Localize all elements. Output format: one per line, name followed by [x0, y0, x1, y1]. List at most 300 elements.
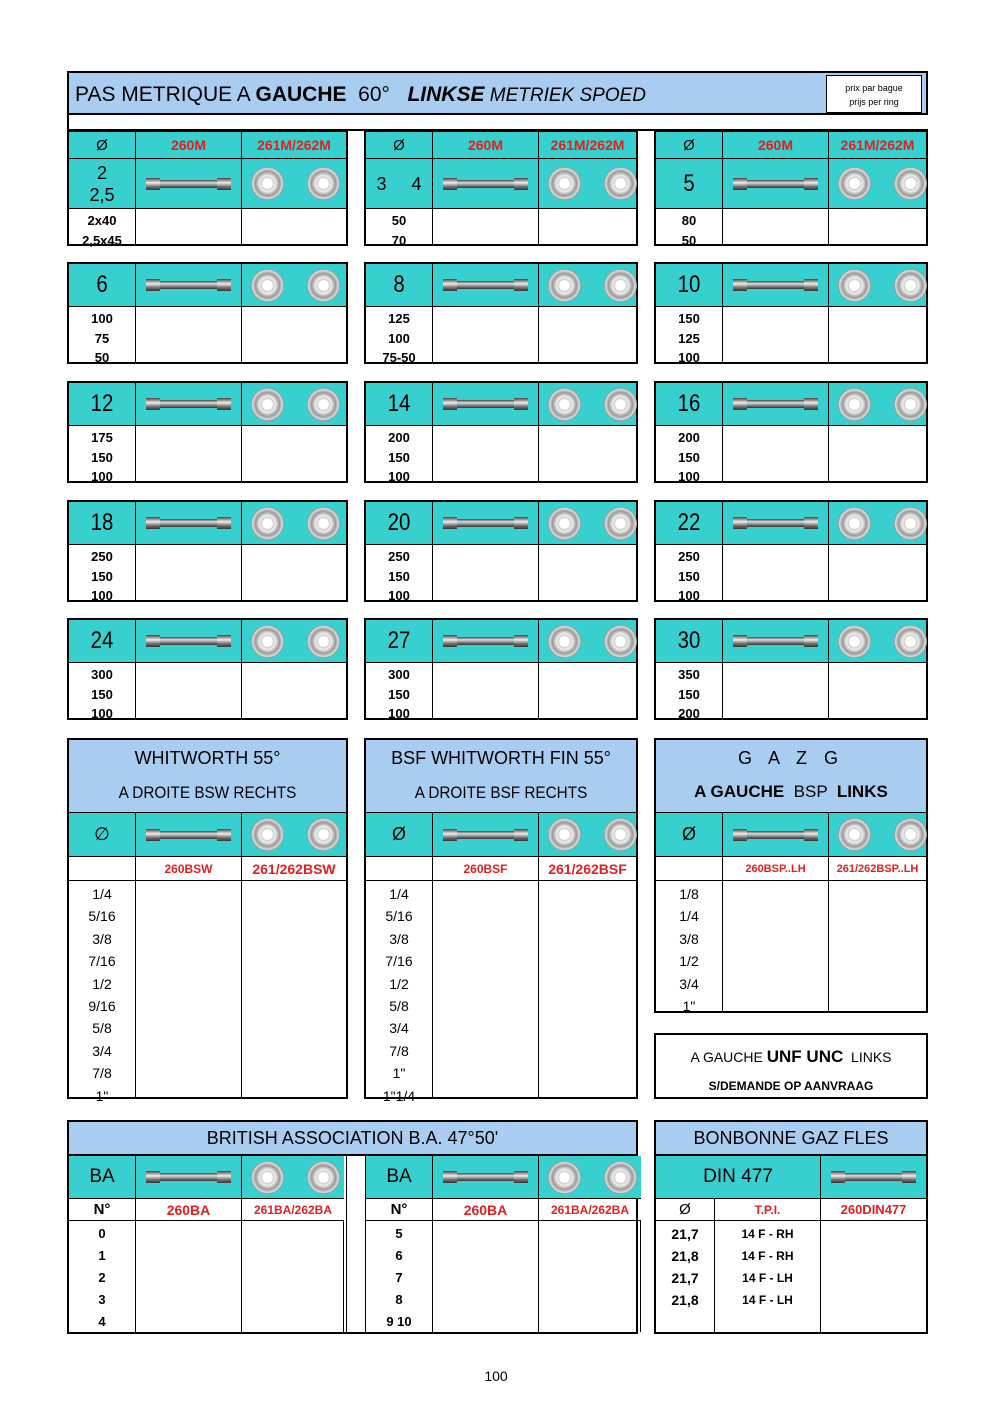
- tap-length: 150: [678, 311, 700, 326]
- bsf-icon-row: [366, 812, 636, 856]
- tap-length: 150: [91, 686, 113, 702]
- gaz-sub-c: LINKS: [836, 782, 888, 801]
- ring-icon: [838, 167, 871, 200]
- thread-size: 1/4: [679, 908, 699, 925]
- tap-length: 150: [678, 686, 700, 702]
- ba-number: 3: [98, 1292, 106, 1307]
- tap-cell: [135, 502, 241, 544]
- ring-icon: [251, 388, 284, 421]
- ba-col2: 261BA/262BA: [253, 1202, 333, 1217]
- ring-cell: [828, 383, 926, 425]
- thread-size: 3/4: [389, 1020, 409, 1037]
- din-table: [654, 1154, 928, 1334]
- din-tpi-value: 14 F - LH: [742, 1271, 793, 1285]
- tap-icon: [146, 637, 231, 645]
- din-tpi: T.P.I.: [754, 1202, 781, 1217]
- ring-icon: [604, 1161, 637, 1194]
- metric-size-row: [69, 383, 346, 425]
- thread-size: 3/4: [679, 975, 699, 992]
- thread-size: 7/8: [389, 1042, 409, 1059]
- ring-icon: [894, 625, 927, 658]
- metric-block: [67, 130, 348, 246]
- tap-cell: [432, 264, 538, 306]
- din-c1: 260DIN477: [840, 1202, 907, 1217]
- ring-cell: [538, 159, 636, 208]
- tap-length: 200: [678, 430, 700, 445]
- col-261m: 261M/262M: [550, 137, 625, 153]
- din-tpi-value: 14 F - RH: [741, 1227, 794, 1241]
- ring-icon: [838, 818, 871, 851]
- tap-length: 150: [91, 568, 113, 584]
- tap-icon: [146, 400, 231, 408]
- ba-number: 6: [395, 1248, 403, 1263]
- din-dia-value: 21,7: [671, 1270, 699, 1286]
- whit-col1: 260BSW: [164, 861, 213, 876]
- ring-icon: [251, 1161, 284, 1194]
- ring-icon: [838, 269, 871, 302]
- whit-header: [69, 740, 346, 812]
- price-fr: prix par bague: [845, 83, 903, 93]
- thread-size: 7/16: [88, 953, 116, 970]
- thread-size: 1/8: [679, 886, 699, 902]
- tap-length: 175: [91, 430, 113, 445]
- header-linkse: LINKSE: [407, 83, 485, 106]
- whit-icon-row: [69, 812, 346, 856]
- ring-cell: [828, 502, 926, 544]
- ring-cell: [241, 159, 346, 208]
- thread-size: 9/16: [88, 998, 116, 1015]
- metric-colhead: [656, 132, 926, 158]
- tap-length: 100: [388, 330, 410, 346]
- din-tpi-value: 14 F - RH: [741, 1249, 794, 1263]
- ring-icon: [604, 388, 637, 421]
- metric-size-row: [656, 158, 926, 208]
- tap-length: 150: [388, 449, 410, 465]
- ring-icon: [251, 507, 284, 540]
- ba-no: N°: [93, 1201, 111, 1218]
- gaz-sub-a: A GAUCHE: [694, 782, 785, 801]
- dia-label: Ø: [393, 136, 405, 154]
- metric-length-row: [366, 662, 636, 721]
- tap-length: 100: [388, 706, 410, 721]
- ba-table: [67, 1154, 638, 1334]
- dia-label: ∅: [94, 824, 110, 844]
- bsf-title: BSF WHITWORTH FIN 55°: [391, 748, 611, 768]
- thread-size: 1": [392, 1065, 406, 1082]
- tap-length: 250: [91, 549, 113, 564]
- thread-size: 5: [683, 169, 695, 197]
- din-colhead: [656, 1198, 926, 1220]
- thread-size: 5/16: [385, 908, 413, 925]
- tap-length: 200: [678, 706, 700, 721]
- ring-cell: [828, 159, 926, 208]
- dia-label: Ø: [681, 824, 696, 844]
- ring-icon: [548, 625, 581, 658]
- ring-icon: [251, 269, 284, 302]
- ring-cell: [828, 813, 926, 856]
- tap-length: 150: [91, 449, 113, 465]
- gaz-col1: 260BSP..LH: [745, 862, 806, 875]
- din-tap-cell: [820, 1156, 926, 1198]
- thread-size: 3/8: [92, 930, 112, 947]
- metric-length-row: [366, 544, 636, 603]
- metric-block: [67, 618, 348, 720]
- thread-size: 10: [677, 271, 701, 298]
- din-cyan-row: [656, 1156, 926, 1198]
- col-260m: 260M: [467, 137, 504, 153]
- tap-icon: [733, 400, 818, 408]
- ring-cell: [241, 264, 346, 306]
- whit-table: [67, 738, 348, 1104]
- tap-length: 100: [91, 469, 113, 484]
- metric-block: [67, 500, 348, 602]
- ba-body: [366, 1220, 641, 1332]
- price-box: [826, 75, 922, 113]
- tap-icon: [733, 519, 818, 527]
- tap-length: 2x40: [87, 213, 117, 228]
- ba-label: BA: [89, 1166, 115, 1187]
- metric-length-row: [69, 544, 346, 603]
- thread-size: 5/16: [88, 908, 116, 925]
- metric-block: [364, 130, 638, 246]
- gaz-table: [654, 738, 928, 1013]
- ba-number: 7: [395, 1270, 403, 1285]
- metric-block: [67, 381, 348, 483]
- thread-size: 14: [387, 390, 411, 417]
- tap-cell: [432, 383, 538, 425]
- thread-size: 24: [90, 627, 114, 654]
- metric-size-row: [656, 383, 926, 425]
- tap-length: 50: [681, 232, 697, 248]
- tap-cell: [432, 502, 538, 544]
- metric-block: [364, 500, 638, 602]
- gaz-colhead: [656, 856, 926, 880]
- ba-label: BA: [386, 1166, 412, 1187]
- tap-icon: [443, 180, 528, 188]
- ring-icon: [838, 507, 871, 540]
- metric-size-row: [366, 383, 636, 425]
- tap-icon: [443, 637, 528, 645]
- metric-length-row: [69, 662, 346, 721]
- tap-cell: [722, 502, 828, 544]
- ring-icon: [548, 1161, 581, 1194]
- metric-colhead: [366, 132, 636, 158]
- tap-length: 125: [678, 330, 700, 346]
- bsf-col1: 260BSF: [463, 861, 508, 876]
- ring-icon: [307, 1161, 340, 1194]
- ba-number: 4: [98, 1314, 106, 1329]
- tap-length: 80: [681, 213, 697, 228]
- bsf-table: [364, 738, 638, 1104]
- tap-icon: [146, 831, 231, 839]
- ring-cell: [241, 383, 346, 425]
- thread-size: 1/2: [92, 975, 112, 992]
- metric-size-row: [69, 158, 346, 208]
- gaz-header: [656, 740, 926, 812]
- ba-number: 1: [98, 1248, 106, 1263]
- dia-label: Ø: [683, 136, 695, 154]
- whit-body: [69, 880, 346, 1104]
- metric-size-row: [366, 620, 636, 662]
- ring-cell: [828, 620, 926, 662]
- metric-length-row: [69, 208, 346, 248]
- metric-block: [364, 262, 638, 364]
- thread-size: 30: [677, 627, 701, 654]
- tap-icon: [146, 281, 231, 289]
- bsf-col2: 261/262BSF: [548, 860, 627, 877]
- whit-sub: A DROITE BSW RECHTS: [118, 783, 297, 802]
- thread-size: 5/8: [389, 998, 409, 1015]
- metric-length-row: [656, 425, 926, 484]
- din-title: BONBONNE GAZ FLES: [693, 1128, 889, 1148]
- metric-length-row: [366, 208, 636, 248]
- tap-cell: [135, 620, 241, 662]
- ring-icon: [894, 388, 927, 421]
- ring-icon: [894, 818, 927, 851]
- tap-length: 150: [388, 686, 410, 702]
- ba-number: 0: [98, 1226, 106, 1241]
- thread-size: 1/2: [679, 953, 699, 970]
- dia-label: Ø: [96, 136, 108, 154]
- tap-cell: [135, 159, 241, 208]
- ring-icon: [894, 167, 927, 200]
- ring-cell: [538, 620, 636, 662]
- tap-icon: [443, 400, 528, 408]
- thread-size: 3/8: [679, 930, 699, 947]
- metric-length-row: [656, 208, 926, 248]
- din-dia: Ø: [679, 1201, 691, 1218]
- thread-size: 2 2,5: [89, 162, 115, 205]
- thread-size: 6: [96, 271, 108, 298]
- ba-icon-row: [69, 1156, 344, 1198]
- metric-size-row: [69, 264, 346, 306]
- thread-size: 1": [682, 998, 696, 1015]
- ring-cell: [828, 264, 926, 306]
- tap-length: 150: [678, 449, 700, 465]
- ring-icon: [307, 507, 340, 540]
- bsf-sub: A DROITE BSF RECHTS: [414, 783, 588, 802]
- ring-icon: [894, 507, 927, 540]
- unf-a: A GAUCHE: [690, 1049, 767, 1065]
- metric-block: [364, 381, 638, 483]
- thread-size: 7/16: [385, 953, 413, 970]
- bsf-header: [366, 740, 636, 812]
- tap-cell: [722, 620, 828, 662]
- ring-icon: [604, 507, 637, 540]
- thread-size: 1"1/4: [382, 1087, 416, 1104]
- ring-icon: [604, 167, 637, 200]
- unf-line1: [656, 1047, 926, 1067]
- tap-length: 150: [678, 568, 700, 584]
- din-tpi-value: 14 F - LH: [742, 1293, 793, 1307]
- metric-length-row: [69, 306, 346, 365]
- whit-title: WHITWORTH 55°: [134, 748, 281, 768]
- tap-cell: [722, 813, 828, 856]
- ba-col2: 261BA/262BA: [550, 1202, 630, 1217]
- tap-icon: [146, 180, 231, 188]
- ring-icon: [894, 269, 927, 302]
- unf-b: UNF UNC: [766, 1047, 844, 1066]
- thread-size: 27: [387, 627, 411, 654]
- metric-length-row: [656, 306, 926, 365]
- ring-cell: [241, 502, 346, 544]
- ba-header: [67, 1120, 638, 1156]
- tap-icon: [443, 519, 528, 527]
- tap-cell: [135, 264, 241, 306]
- tap-cell: [722, 159, 828, 208]
- ring-icon: [251, 625, 284, 658]
- ring-icon: [548, 269, 581, 302]
- tap-icon: [146, 519, 231, 527]
- ring-icon: [604, 625, 637, 658]
- bsf-colhead: [366, 856, 636, 880]
- col-260m: 260M: [757, 137, 794, 153]
- tap-cell: [432, 159, 538, 208]
- price-nl: prijs per ring: [849, 97, 899, 107]
- thread-size: 12: [90, 390, 114, 417]
- tap-icon: [146, 1173, 231, 1181]
- ba-no: N°: [390, 1201, 408, 1218]
- header-left: PAS METRIQUE A: [75, 83, 256, 106]
- tap-length: 250: [388, 549, 410, 564]
- unf-line2: S/DEMANDE OP AANVRAAG: [708, 1079, 874, 1093]
- metric-block: [654, 381, 928, 483]
- whit-colhead: [69, 856, 346, 880]
- thread-size: 16: [677, 390, 701, 417]
- tap-length: 200: [388, 430, 410, 445]
- tap-length: 300: [388, 667, 410, 682]
- dia-label: Ø: [391, 824, 406, 844]
- unf-c: LINKS: [843, 1049, 892, 1065]
- tap-cell: [722, 264, 828, 306]
- tap-length: 100: [388, 469, 410, 484]
- ba-colhead: [366, 1198, 641, 1220]
- ring-icon: [307, 388, 340, 421]
- tap-cell: [432, 1156, 538, 1198]
- metric-size-row: [366, 502, 636, 544]
- tap-length: 100: [388, 588, 410, 603]
- metric-block: [67, 262, 348, 364]
- tap-length: 100: [678, 588, 700, 603]
- thread-size: 3 4: [376, 173, 422, 194]
- thread-size: 1/4: [389, 886, 409, 902]
- ring-cell: [538, 383, 636, 425]
- thread-size: 3/4: [92, 1042, 112, 1059]
- tap-length: 100: [91, 706, 113, 721]
- whit-col2: 261/262BSW: [252, 860, 336, 877]
- metric-length-row: [69, 425, 346, 484]
- ring-icon: [307, 167, 340, 200]
- tap-icon: [733, 180, 818, 188]
- col-261m: 261M/262M: [257, 137, 331, 153]
- metric-size-row: [656, 264, 926, 306]
- tap-length: 75: [94, 330, 110, 346]
- thread-size: 1": [95, 1087, 109, 1104]
- metric-block: [654, 130, 928, 246]
- header-title: [75, 83, 646, 107]
- metric-size-row: [656, 620, 926, 662]
- tap-cell: [135, 1156, 241, 1198]
- tap-length: 100: [91, 588, 113, 603]
- metric-length-row: [656, 662, 926, 721]
- tap-length: 70: [391, 232, 407, 248]
- gaz-title: G A Z G: [737, 748, 845, 768]
- ba-col1: 260BA: [463, 1201, 508, 1218]
- metric-length-row: [366, 306, 636, 365]
- ring-cell: [538, 1156, 641, 1198]
- metric-size-row: [69, 620, 346, 662]
- col-260m: 260M: [170, 137, 207, 153]
- metric-block: [654, 262, 928, 364]
- tap-cell: [432, 620, 538, 662]
- tap-length: 2,5x45: [82, 232, 122, 248]
- ring-cell: [241, 813, 346, 856]
- header-tail: METRIEK SPOED: [484, 85, 646, 106]
- tap-length: 100: [678, 469, 700, 484]
- metric-size-row: [366, 158, 636, 208]
- ring-icon: [548, 167, 581, 200]
- ring-icon: [251, 167, 284, 200]
- tap-icon: [733, 831, 818, 839]
- ba-gap: [346, 1156, 366, 1332]
- metric-length-row: [366, 425, 636, 484]
- metric-block: [654, 618, 928, 720]
- thread-size: 3/8: [389, 930, 409, 947]
- ring-icon: [307, 818, 340, 851]
- tap-icon: [733, 281, 818, 289]
- ba-colhead: [69, 1198, 344, 1220]
- tap-icon: [831, 1173, 916, 1181]
- ring-cell: [241, 1156, 344, 1198]
- tap-length: 75-50: [382, 350, 416, 365]
- ring-cell: [241, 620, 346, 662]
- unf-box: [654, 1033, 928, 1099]
- tap-icon: [733, 637, 818, 645]
- ba-icon-row: [366, 1156, 641, 1198]
- gaz-col2: 261/262BSP..LH: [836, 862, 919, 875]
- metric-size-row: [366, 264, 636, 306]
- metric-size-row: [69, 502, 346, 544]
- header-bold: GAUCHE: [255, 83, 347, 106]
- ring-cell: [538, 264, 636, 306]
- tap-icon: [443, 281, 528, 289]
- din-dia-value: 21,8: [671, 1248, 699, 1264]
- thread-size: 22: [677, 509, 701, 536]
- thread-size: 8: [393, 271, 405, 298]
- ba-number: 2: [98, 1270, 106, 1285]
- din-header: [654, 1120, 928, 1156]
- ring-icon: [548, 388, 581, 421]
- tap-cell: [432, 813, 538, 856]
- din-sub: DIN 477: [703, 1166, 773, 1187]
- tap-length: 350: [678, 667, 700, 682]
- ring-icon: [838, 388, 871, 421]
- tap-length: 125: [388, 311, 410, 326]
- thread-size: 1/2: [389, 975, 409, 992]
- gaz-sub-b: BSP: [784, 782, 837, 801]
- ring-icon: [548, 818, 581, 851]
- tap-cell: [135, 383, 241, 425]
- tap-length: 250: [678, 549, 700, 564]
- metric-block: [364, 618, 638, 720]
- tap-length: 100: [678, 350, 700, 365]
- din-dia-value: 21,8: [671, 1292, 699, 1308]
- tap-icon: [443, 831, 528, 839]
- ba-body: [69, 1220, 344, 1332]
- ring-icon: [251, 818, 284, 851]
- ring-icon: [548, 507, 581, 540]
- tap-icon: [443, 1173, 528, 1181]
